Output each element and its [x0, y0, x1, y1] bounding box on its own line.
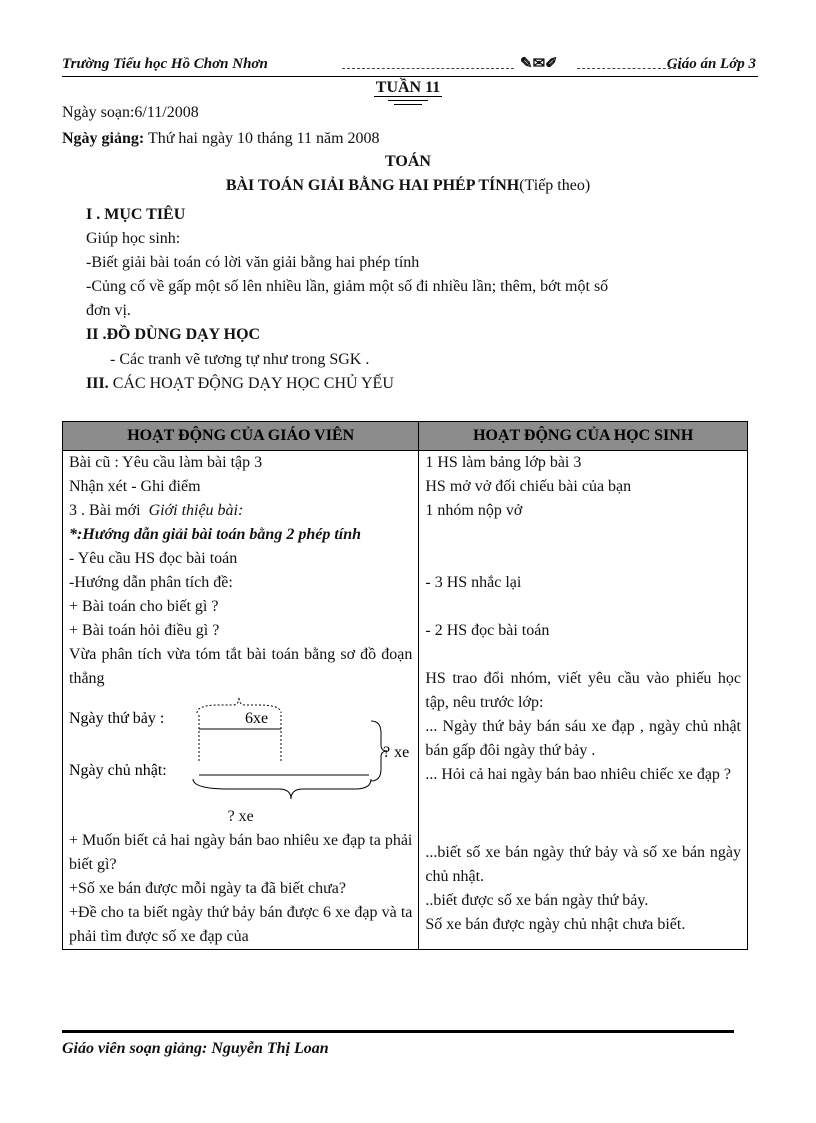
student-line: - 3 HS nhắc lại [425, 574, 522, 591]
student-line: Số xe bán được ngày chủ nhật chưa biết. [425, 916, 686, 933]
student-activities-cell [419, 451, 748, 950]
student-column-header: HOẠT ĐỘNG CỦA HỌC SINH [419, 422, 748, 451]
materials-item: - Các tranh vẽ tương tự như trong SGK . [110, 351, 370, 368]
footer-author: Giáo viên soạn giảng: Nguyễn Thị Loan [62, 1040, 329, 1057]
student-line: ... Hỏi cả hai ngày bán bao nhiêu chiếc xe đạp ? [425, 766, 732, 783]
diagram-saturday-label: Ngày thứ bảy : [69, 710, 165, 727]
lesson-title-line [0, 176, 816, 196]
teacher-activities-cell [63, 451, 419, 950]
teach-date-line [62, 129, 380, 149]
lesson-title: BÀI TOÁN GIẢI BẰNG HAI PHÉP TÍNH [225, 177, 520, 194]
header-dash-right [577, 68, 681, 69]
activities-table [62, 421, 748, 950]
teacher-line: - Yêu cầu HS đọc bài toán [69, 550, 238, 567]
teacher-line: 3 . Bài mới Giới thiệu bài: [69, 502, 244, 519]
teacher-line: -Hướng dẫn phân tích đề: [69, 574, 233, 591]
teacher-line: Nhận xét - Ghi điểm [69, 478, 201, 495]
student-line: HS trao đổi nhóm, viết yêu cầu vào phiếu học tập, nêu trước lớp: [425, 670, 741, 711]
teacher-line: Vừa phân tích vừa tóm tắt bài toán bằng sơ đồ đoạn thẳng [69, 646, 413, 687]
brace-top [197, 697, 281, 713]
diagram-sunday-label: Ngày chủ nhật: [69, 762, 167, 779]
materials-heading: II .ĐỒ DÙNG DẠY HỌC [86, 326, 261, 343]
line-segment-diagram [69, 691, 412, 811]
teacher-line: + Bài toán cho biết gì ? [69, 598, 219, 615]
week-title: TUẦN 11 [375, 79, 441, 96]
diagram-svg [69, 691, 414, 815]
objective-item: đơn vị. [86, 302, 131, 319]
week-underline-decoration [383, 100, 433, 108]
header-dash-left [342, 68, 514, 69]
teach-date-value: Thứ hai ngày 10 tháng 11 năm 2008 [147, 130, 380, 147]
objective-item: -Biết giải bài toán có lời văn giải bằng hai phép tính [86, 254, 420, 271]
student-line: ...biết số xe bán ngày thứ bảy và số xe bán ngày chủ nhật. [425, 844, 741, 885]
teacher-line: + Muốn biết cả hai ngày bán bao nhiêu xe đạp ta phải biết gì? [69, 832, 413, 873]
objective-item: -Củng cố về gấp một số lên nhiều lần, giảm một số đi nhiều lần; thêm, bớt một số [86, 278, 609, 295]
brace-bottom [193, 779, 371, 799]
diagram-right-question: ? xe [383, 744, 410, 761]
grade-label: Giáo án Lớp 3 [666, 56, 756, 72]
lesson-title-suffix: (Tiếp theo) [519, 177, 591, 194]
student-line: ..biết được số xe bán ngày thứ bảy. [425, 892, 649, 909]
objectives-heading: I . MỤC TIÊU [86, 206, 186, 223]
teacher-line: +Đề cho ta biết ngày thứ bảy bán được 6 xe đạp và ta phải tìm được số xe đạp của [69, 904, 413, 945]
student-line: - 2 HS đọc bài toán [425, 622, 550, 639]
diagram-bottom-question: ? xe [227, 808, 254, 825]
teacher-column-header: HOẠT ĐỘNG CỦA GIÁO VIÊN [63, 422, 419, 451]
prep-date: Ngày soạn:6/11/2008 [62, 104, 199, 121]
student-line: ... Ngày thứ bảy bán sáu xe đạp , ngày chủ nhật bán gấp đôi ngày thứ bảy . [425, 718, 741, 759]
school-name: Trường Tiểu học Hồ Chơn Nhơn [62, 56, 268, 72]
subject-title: TOÁN [385, 153, 431, 170]
page-header [62, 54, 758, 77]
footer-rule [62, 1030, 734, 1033]
student-line: 1 HS làm bảng lớp bài 3 [425, 454, 582, 471]
header-ornament-icon: ✎✉✐ [520, 56, 558, 72]
objectives-intro: Giúp học sinh: [86, 230, 181, 247]
activities-heading: III. CÁC HOẠT ĐỘNG DẠY HỌC CHỦ YẾU [86, 375, 394, 392]
teacher-line: +Số xe bán được mỗi ngày ta đã biết chưa? [69, 880, 346, 897]
teacher-line: Bài cũ : Yêu cầu làm bài tập 3 [69, 454, 263, 471]
student-line: 1 nhóm nộp vở [425, 502, 523, 519]
teacher-line: + Bài toán hỏi điều gì ? [69, 622, 220, 639]
teacher-line: *:Hướng dẫn giải bài toán bằng 2 phép tính [69, 526, 362, 543]
student-line: HS mở vở đối chiếu bài của bạn [425, 478, 632, 495]
diagram-six-label: 6xe [245, 710, 269, 727]
teach-date-label: Ngày giảng: [62, 130, 145, 147]
